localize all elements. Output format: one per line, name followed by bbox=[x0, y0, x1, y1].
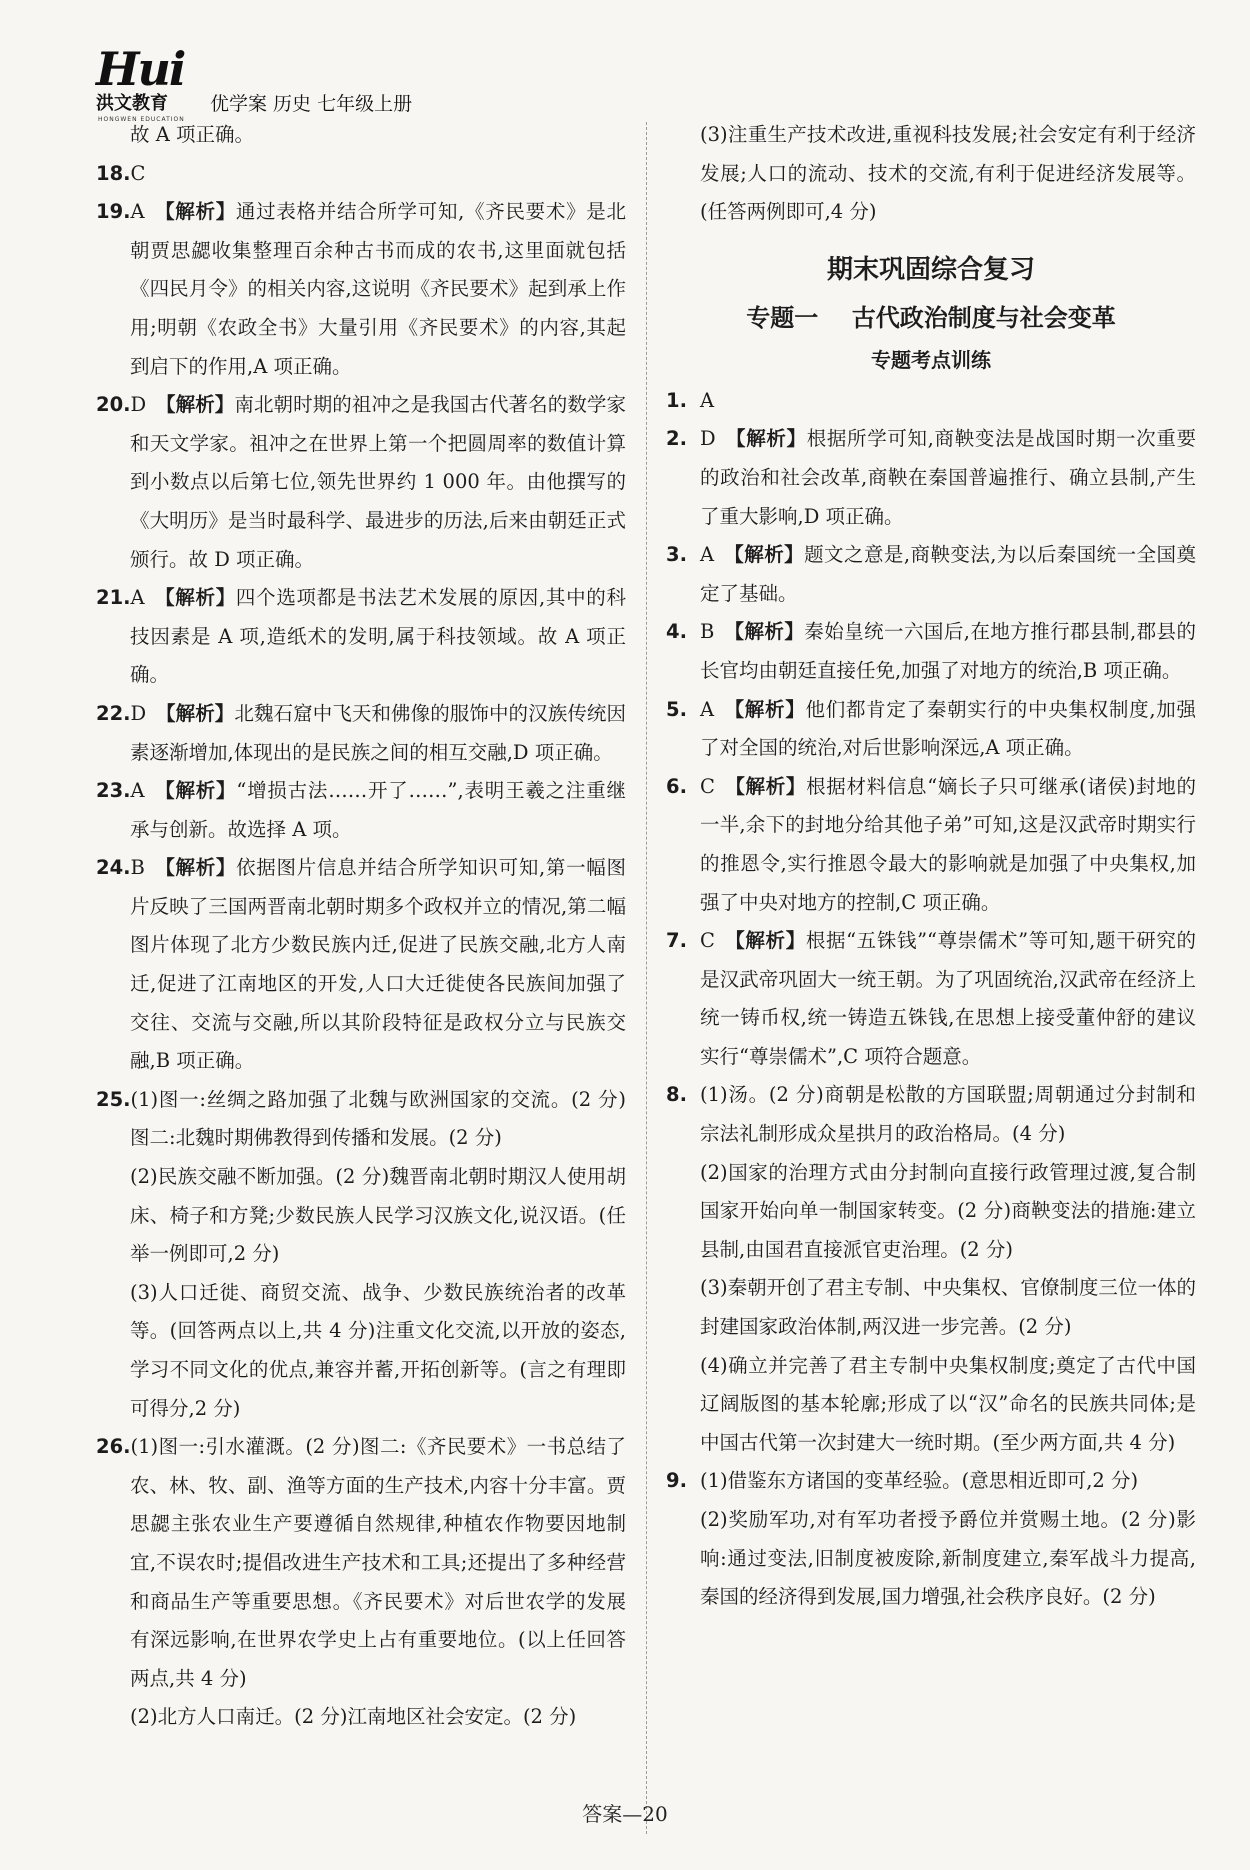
answer-text: 依据图片信息并结合所学知识可知,第一幅图片反映了三国两晋南北朝时期多个政权并立的情况,第二幅图片体现了北方少数民族内迁,促进了民族交融,北方人南迁,促进了江南地区的开发,人口大迁徙使各民族间加强了交往、交流与交融,所以其阶段特征是政权分立与民族交融,B 项正确。 bbox=[130, 856, 626, 1073]
answer-item bbox=[666, 382, 1196, 421]
answer-text: 秦始皇统一六国后,在地方推行郡县制,郡县的长官均由朝廷直接任免,加强了对地方的统治,B 项正确。 bbox=[700, 620, 1196, 682]
answer-item bbox=[96, 772, 626, 849]
answer-text: 根据“五铢钱”“尊崇儒术”等可知,题干研究的是汉武帝巩固大一统王朝。为了巩固统治,汉武帝在经济上统一铸币权,统一铸造五铢钱,在思想上接受董仲舒的建议实行“尊崇儒术”,C 项符合题意。 bbox=[700, 929, 1196, 1068]
question-number: 1. bbox=[666, 388, 687, 412]
sub-answer: (3)注重生产技术改进,重视科技发展;社会安定有利于经济发展;人口的流动、技术的交流,有利于促进经济发展等。(任答两例即可,4 分) bbox=[700, 123, 1196, 224]
answer-text: 题文之意是,商鞅变法,为以后秦国统一全国奠定了基础。 bbox=[700, 543, 1196, 605]
answer-item bbox=[96, 193, 626, 386]
question-number: 2. bbox=[666, 427, 687, 451]
answer-item bbox=[96, 386, 626, 579]
analysis-tag: 【解析】 bbox=[724, 929, 806, 953]
sub-answer: (2)国家的治理方式由分封制向直接行政管理过渡,复合制国家开始向单一制国家转变。(2 分)商鞅变法的措施:建立县制,由国君直接派官吏治理。(2 分) bbox=[700, 1160, 1196, 1261]
section-title: 期末巩固综合复习 bbox=[826, 254, 1035, 285]
sub-answer: (2)民族交融不断加强。(2 分)魏晋南北朝时期汉人使用胡床、椅子和方凳;少数民族人民学习汉族文化,说汉语。(任举一例即可,2 分) bbox=[130, 1165, 626, 1266]
answer-letter: A bbox=[700, 543, 715, 567]
question-number: 19. bbox=[96, 200, 131, 224]
answer-item bbox=[666, 536, 1196, 613]
answer-letter: D bbox=[700, 427, 716, 451]
brand-logo: Hui bbox=[96, 42, 185, 96]
question-number: 21. bbox=[96, 586, 131, 610]
analysis-tag: 【解析】 bbox=[155, 701, 235, 725]
answer-text: (1)图一:丝绸之路加强了北魏与欧洲国家的交流。(2 分)图二:北魏时期佛教得到传播和发展。(2 分) bbox=[130, 1087, 626, 1150]
answer-item bbox=[666, 613, 1196, 690]
book-title: 优学案 历史 七年级上册 bbox=[210, 93, 413, 115]
question-number: 6. bbox=[666, 774, 687, 798]
answer-text: 南北朝时期的祖冲之是我国古代著名的数学家和天文学家。祖冲之在世界上第一个把圆周率的数值计算到小数点以后第七位,领先世界约 1 000 年。由他撰写的《大明历》是当时最科学、最进步的历法,后来由朝廷正式颁行。故 D 项正确。 bbox=[130, 393, 626, 571]
answer-letter: A bbox=[700, 388, 715, 412]
analysis-tag: 【解析】 bbox=[155, 393, 235, 417]
page-number: 答案—20 bbox=[582, 1802, 668, 1826]
answer-item bbox=[96, 849, 626, 1081]
answer-letter: A bbox=[130, 586, 145, 610]
analysis-tag: 【解析】 bbox=[154, 200, 236, 224]
question-number: 8. bbox=[666, 1083, 687, 1107]
topic-title: 专题一 古代政治制度与社会变革 bbox=[746, 303, 1116, 332]
training-title: 专题考点训练 bbox=[871, 347, 991, 372]
analysis-tag: 【解析】 bbox=[725, 427, 807, 451]
analysis-tag: 【解析】 bbox=[724, 774, 807, 798]
page-header bbox=[96, 42, 516, 123]
sub-answer: (4)确立并完善了君主专制中央集权制度;奠定了古代中国辽阔版图的基本轮廓;形成了以“汉”命名的民族共同体;是中国古代第一次封建大一统时期。(至少两方面,共 4 分) bbox=[700, 1353, 1196, 1454]
answer-letter: A bbox=[130, 779, 145, 803]
answer-item bbox=[666, 691, 1196, 768]
question-number: 7. bbox=[666, 929, 687, 953]
answer-text: 北魏石窟中飞天和佛像的服饰中的汉族传统因素逐渐增加,体现出的是民族之间的相互交融,D 项正确。 bbox=[130, 701, 626, 764]
answer-letter: C bbox=[700, 929, 715, 953]
answer-item bbox=[96, 1428, 626, 1698]
answer-item bbox=[666, 1462, 1196, 1501]
question-number: 3. bbox=[666, 543, 687, 567]
answer-letter: D bbox=[130, 701, 147, 725]
answer-letter: C bbox=[130, 161, 146, 185]
column-divider bbox=[646, 122, 647, 1834]
answer-letter: B bbox=[700, 620, 715, 644]
question-number: 23. bbox=[96, 779, 131, 803]
answer-text: (1)汤。(2 分)商朝是松散的方国联盟;周朝通过分封制和宗法礼制形成众星拱月的政治格局。(4 分) bbox=[700, 1083, 1196, 1146]
answer-letter: C bbox=[700, 774, 715, 798]
answer-item bbox=[96, 695, 626, 772]
answer-item bbox=[96, 1081, 626, 1158]
analysis-tag: 【解析】 bbox=[154, 779, 237, 803]
question-number: 20. bbox=[96, 393, 131, 417]
answer-text: 通过表格并结合所学可知,《齐民要术》是北朝贾思勰收集整理百余种古书而成的农书,这里面就包括《四民月令》的相关内容,这说明《齐民要术》起到承上作用;明朝《农政全书》大量引用《齐民要术》的内容,其起到启下的作用,A 项正确。 bbox=[130, 200, 626, 378]
question-number: 26. bbox=[96, 1435, 131, 1459]
answer-text: (1)借鉴东方诸国的变革经验。(意思相近即可,2 分) bbox=[700, 1469, 1139, 1493]
sub-answer: (3)人口迁徙、商贸交流、战争、少数民族统治者的改革等。(回答两点以上,共 4 分)注重文化交流,以开放的姿态,学习不同文化的优点,兼容并蓄,开拓创新等。(言之有理即可得分,2 分) bbox=[130, 1280, 626, 1420]
answer-item bbox=[666, 768, 1196, 922]
answer-text: “增损古法……开了……”,表明王羲之注重继承与创新。故选择 A 项。 bbox=[130, 779, 626, 841]
question-number: 25. bbox=[96, 1087, 131, 1111]
sub-answer: (2)奖励军功,对有军功者授予爵位并赏赐土地。(2 分)影响:通过变法,旧制度被废除,新制度建立,秦军战斗力提高,秦国的经济得到发展,国力增强,社会秩序良好。(2 分) bbox=[700, 1508, 1196, 1609]
question-number: 18. bbox=[96, 161, 131, 185]
answer-item bbox=[666, 922, 1196, 1076]
brand-name: 洪文教育 bbox=[96, 93, 168, 114]
right-column bbox=[666, 116, 1196, 1617]
sub-answer: (3)秦朝开创了君主专制、中央集权、官僚制度三位一体的封建国家政治体制,两汉进一步完善。(2 分) bbox=[700, 1276, 1196, 1339]
answer-letter: D bbox=[130, 393, 147, 417]
analysis-tag: 【解析】 bbox=[724, 620, 805, 644]
continued-text: 故 A 项正确。 bbox=[130, 123, 254, 146]
question-number: 5. bbox=[666, 697, 687, 721]
answer-item bbox=[666, 1076, 1196, 1153]
answer-letter: B bbox=[130, 856, 145, 880]
analysis-tag: 【解析】 bbox=[154, 586, 236, 610]
question-number: 9. bbox=[666, 1469, 687, 1493]
sub-answer: (2)北方人口南迁。(2 分)江南地区社会安定。(2 分) bbox=[130, 1705, 577, 1729]
analysis-tag: 【解析】 bbox=[723, 543, 805, 567]
analysis-tag: 【解析】 bbox=[154, 856, 237, 880]
answer-text: 根据材料信息“嫡长子只可继承(诸侯)封地的一半,余下的封地分给其他子弟”可知,这是汉武帝时期实行的推恩令,实行推恩令最大的影响就是加强了中央集权,加强了中央对地方的控制,C 项正确。 bbox=[700, 774, 1196, 914]
analysis-tag: 【解析】 bbox=[723, 697, 806, 721]
answer-item bbox=[666, 420, 1196, 536]
brand-english-name: HONGWEN EDUCATION bbox=[98, 116, 185, 123]
answer-item bbox=[96, 579, 626, 695]
left-column bbox=[96, 116, 626, 1737]
answer-letter: A bbox=[130, 200, 145, 224]
answer-text: (1)图一:引水灌溉。(2 分)图二:《齐民要术》一书总结了农、林、牧、副、渔等方面的生产技术,内容十分丰富。贾思勰主张农业生产要遵循自然规律,种植农作物要因地制宜,不误农时;提倡改进生产技术和工具;还提出了多种经营和商品生产等重要思想。《齐民要术》对后世农学的发展有深远影响,在世界农学史上占有重要地位。(以上任回答两点,共 4 分) bbox=[130, 1435, 626, 1690]
question-number: 22. bbox=[96, 701, 131, 725]
answer-text: 根据所学可知,商鞅变法是战国时期一次重要的政治和社会改革,商鞅在秦国普遍推行、确立县制,产生了重大影响,D 项正确。 bbox=[700, 427, 1196, 528]
answer-text: 他们都肯定了秦朝实行的中央集权制度,加强了对全国的统治,对后世影响深远,A 项正确。 bbox=[700, 697, 1196, 760]
answer-text: 四个选项都是书法艺术发展的原因,其中的科技因素是 A 项,造纸术的发明,属于科技领域。故 A 项正确。 bbox=[130, 586, 626, 687]
answer-letter: A bbox=[700, 697, 715, 721]
question-number: 24. bbox=[96, 856, 131, 880]
question-number: 4. bbox=[666, 620, 687, 644]
answer-item bbox=[96, 155, 626, 194]
